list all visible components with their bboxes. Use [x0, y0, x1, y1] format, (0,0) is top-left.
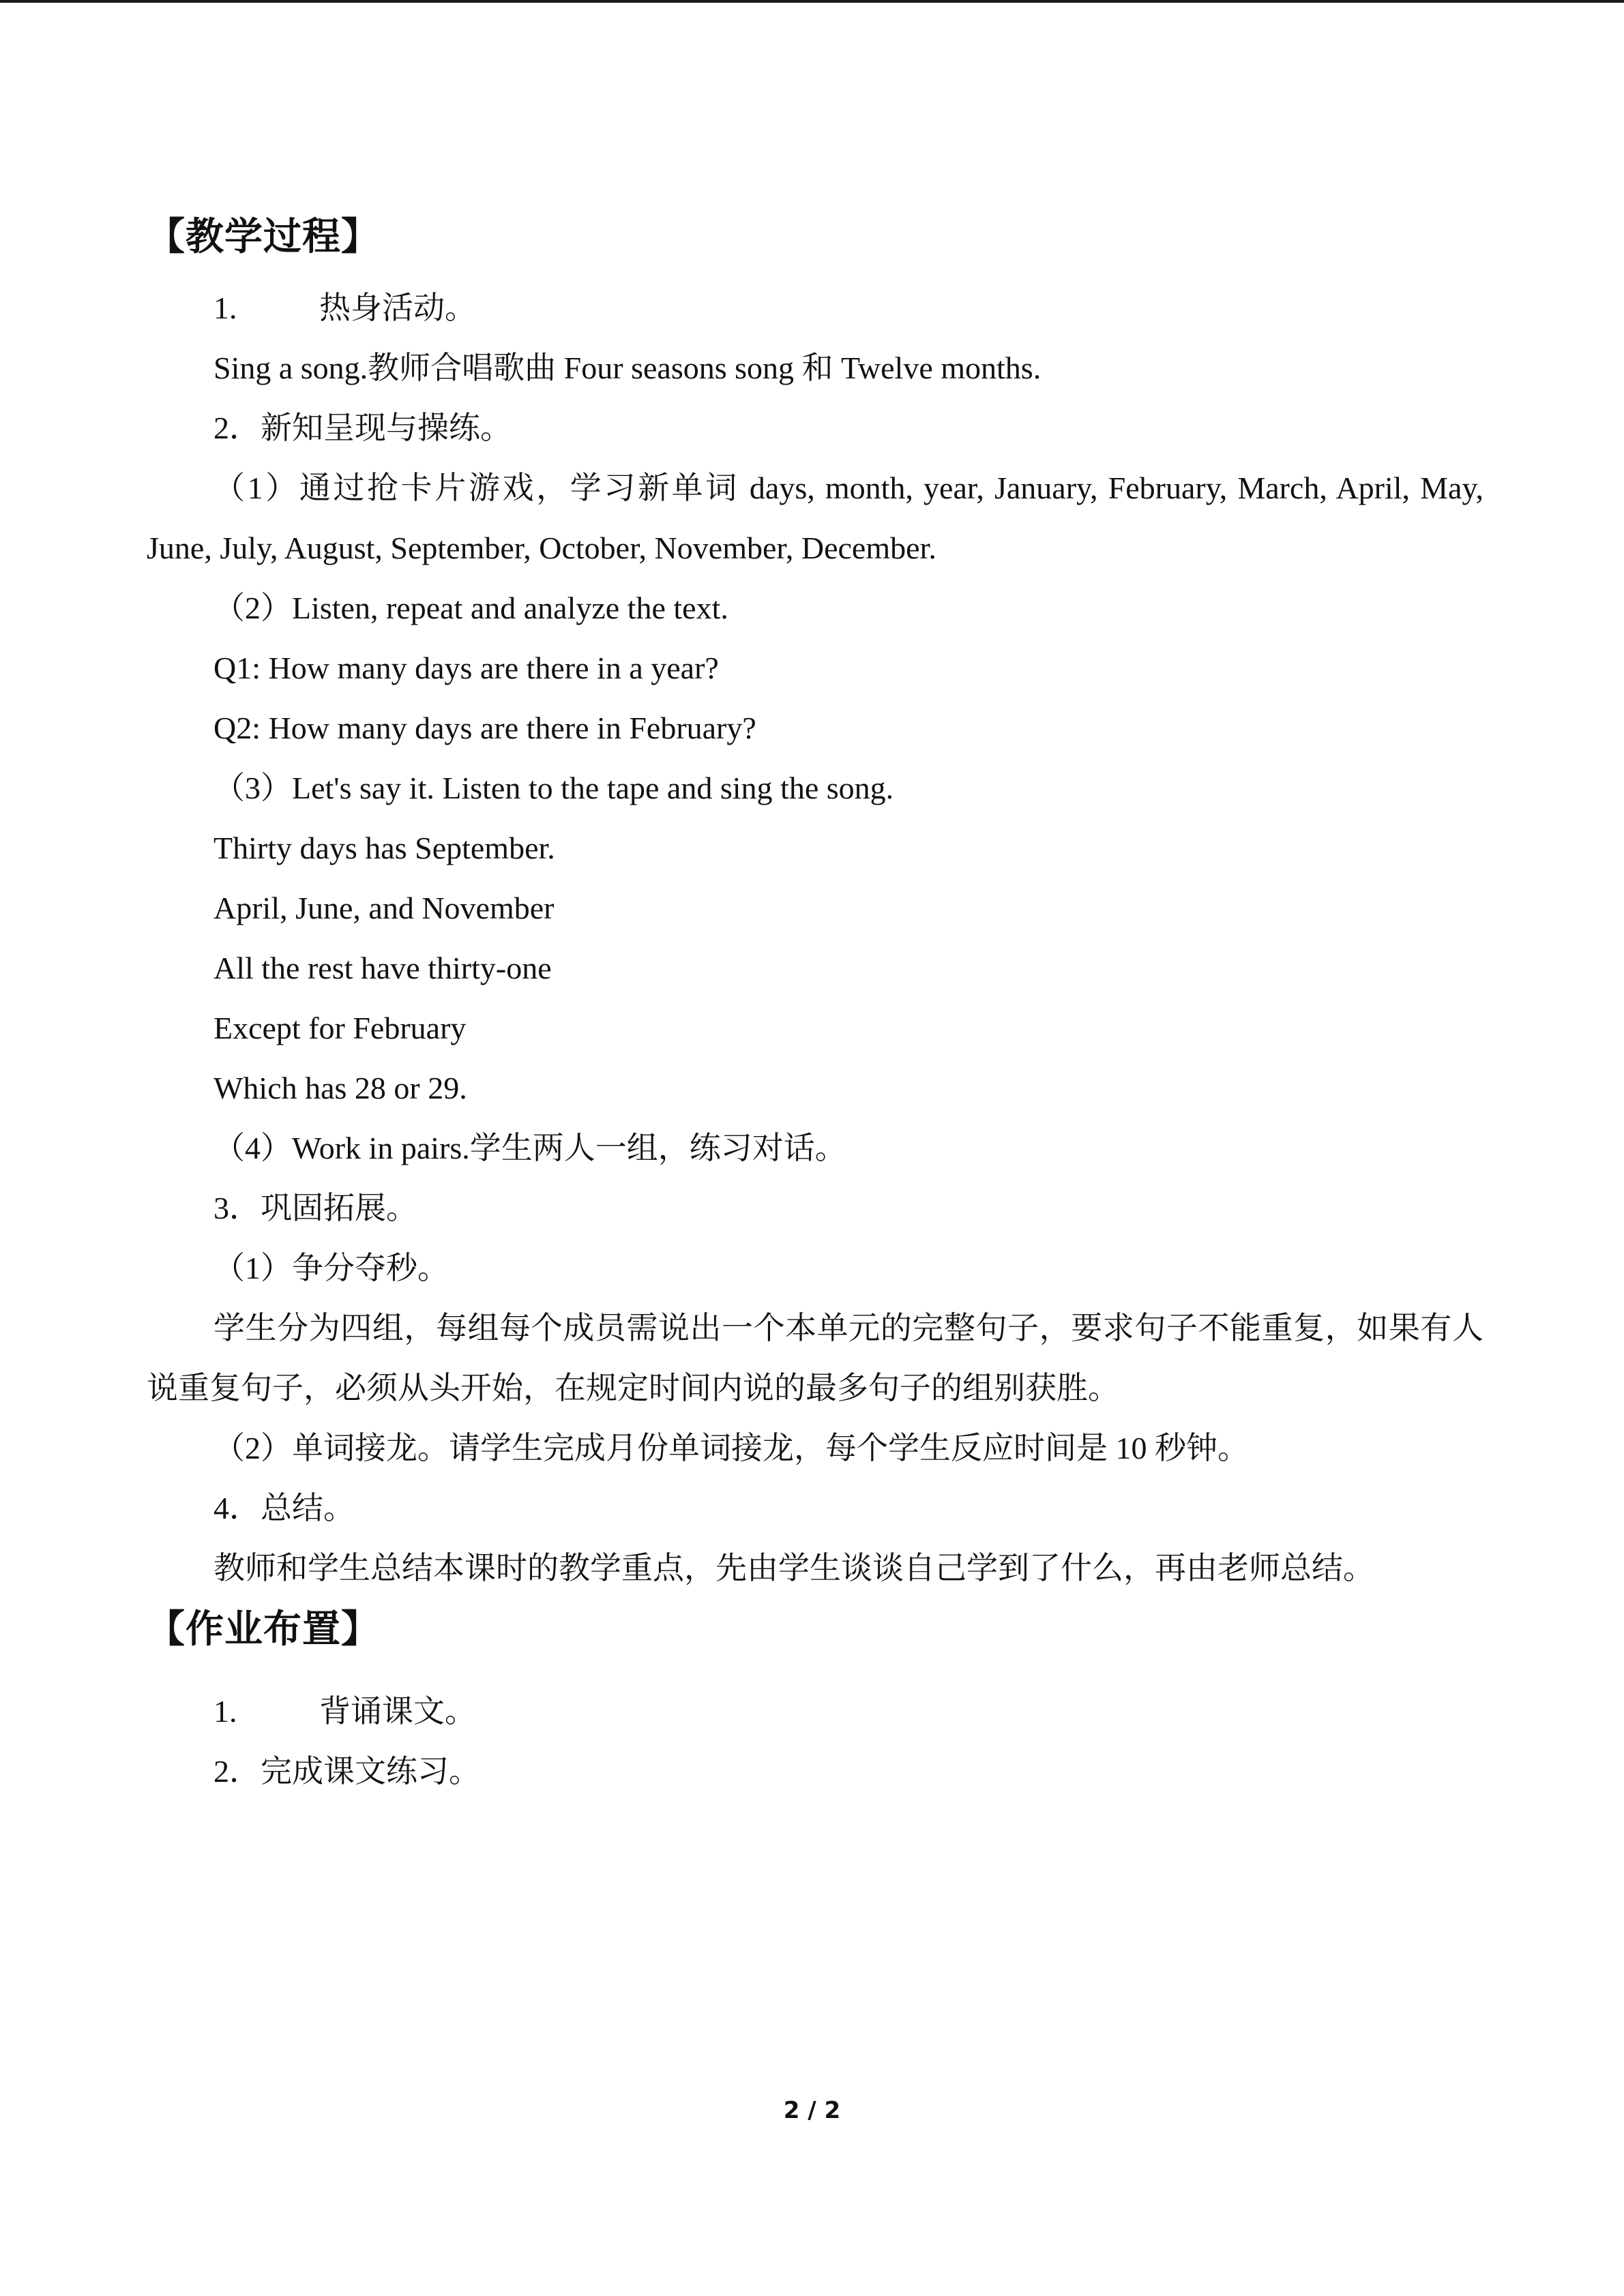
question-1: Q1: How many days are there in a year?	[213, 651, 719, 685]
step-3-consolidation: 3．巩固拓展。	[213, 1191, 417, 1225]
step-2-sub-3-say-it: （3）Let's say it. Listen to the tape and sing the song.	[213, 771, 894, 805]
song-line: Thirty days has September.	[213, 831, 555, 865]
heading-teaching-process: 【教学过程】	[147, 215, 380, 259]
question-2: Q2: How many days are there in February?	[213, 711, 756, 745]
homework-item-1-text: 背诵课文。	[319, 1694, 476, 1729]
step-1-title: 热身活动。	[319, 290, 476, 325]
song-line: Which has 28 or 29.	[213, 1071, 467, 1105]
summary-description: 教师和学生总结本课时的教学重点，先由学生谈谈自己学到了什么，再由老师总结。	[213, 1551, 1374, 1585]
homework-item-2: 2．完成课文练习。	[213, 1754, 480, 1789]
homework-item-1	[147, 1682, 1483, 1742]
step-3-sub-1-description: 学生分为四组，每组每个成员需说出一个本单元的完整句子，要求句子不能重复，如果有人说重复句子，必须从头开始，在规定时间内说的最多句子的组别获胜。	[147, 1311, 1483, 1405]
step-2-new-knowledge: 2．新知呈现与操练。	[213, 411, 512, 445]
step-2-sub-1-card-game: （1）通过抢卡片游戏，学习新单词 days, month, year, January, February, March, April, May, June, July, August, September, October, November, December.	[147, 471, 1483, 565]
top-border-rule	[0, 0, 1624, 3]
song-line: All the rest have thirty-one	[213, 951, 552, 985]
step-2-sub-4-pair-work: （4）Work in pairs.学生两人一组，练习对话。	[213, 1131, 846, 1165]
step-1-warmup	[147, 278, 1483, 338]
homework-item-1-number: 1.	[213, 1694, 237, 1729]
page-number: 2 / 2	[783, 2097, 841, 2124]
step-4-summary: 4．总结。	[213, 1491, 355, 1525]
step-3-sub-1-race: （1）争分夺秒。	[213, 1251, 449, 1285]
step-3-sub-2-word-chain: （2）单词接龙。请学生完成月份单词接龙，每个学生反应时间是 10 秒钟。	[213, 1431, 1249, 1465]
heading-homework: 【作业布置】	[147, 1607, 380, 1652]
song-line: April, June, and November	[213, 891, 555, 925]
step-2-sub-2-listen: （2）Listen, repeat and analyze the text.	[213, 591, 728, 625]
document-body	[147, 205, 1483, 1802]
step-1-number: 1.	[213, 290, 237, 325]
warmup-song-line: Sing a song.教师合唱歌曲 Four seasons song 和 Twelve months.	[213, 351, 1042, 385]
song-line: Except for February	[213, 1011, 467, 1045]
